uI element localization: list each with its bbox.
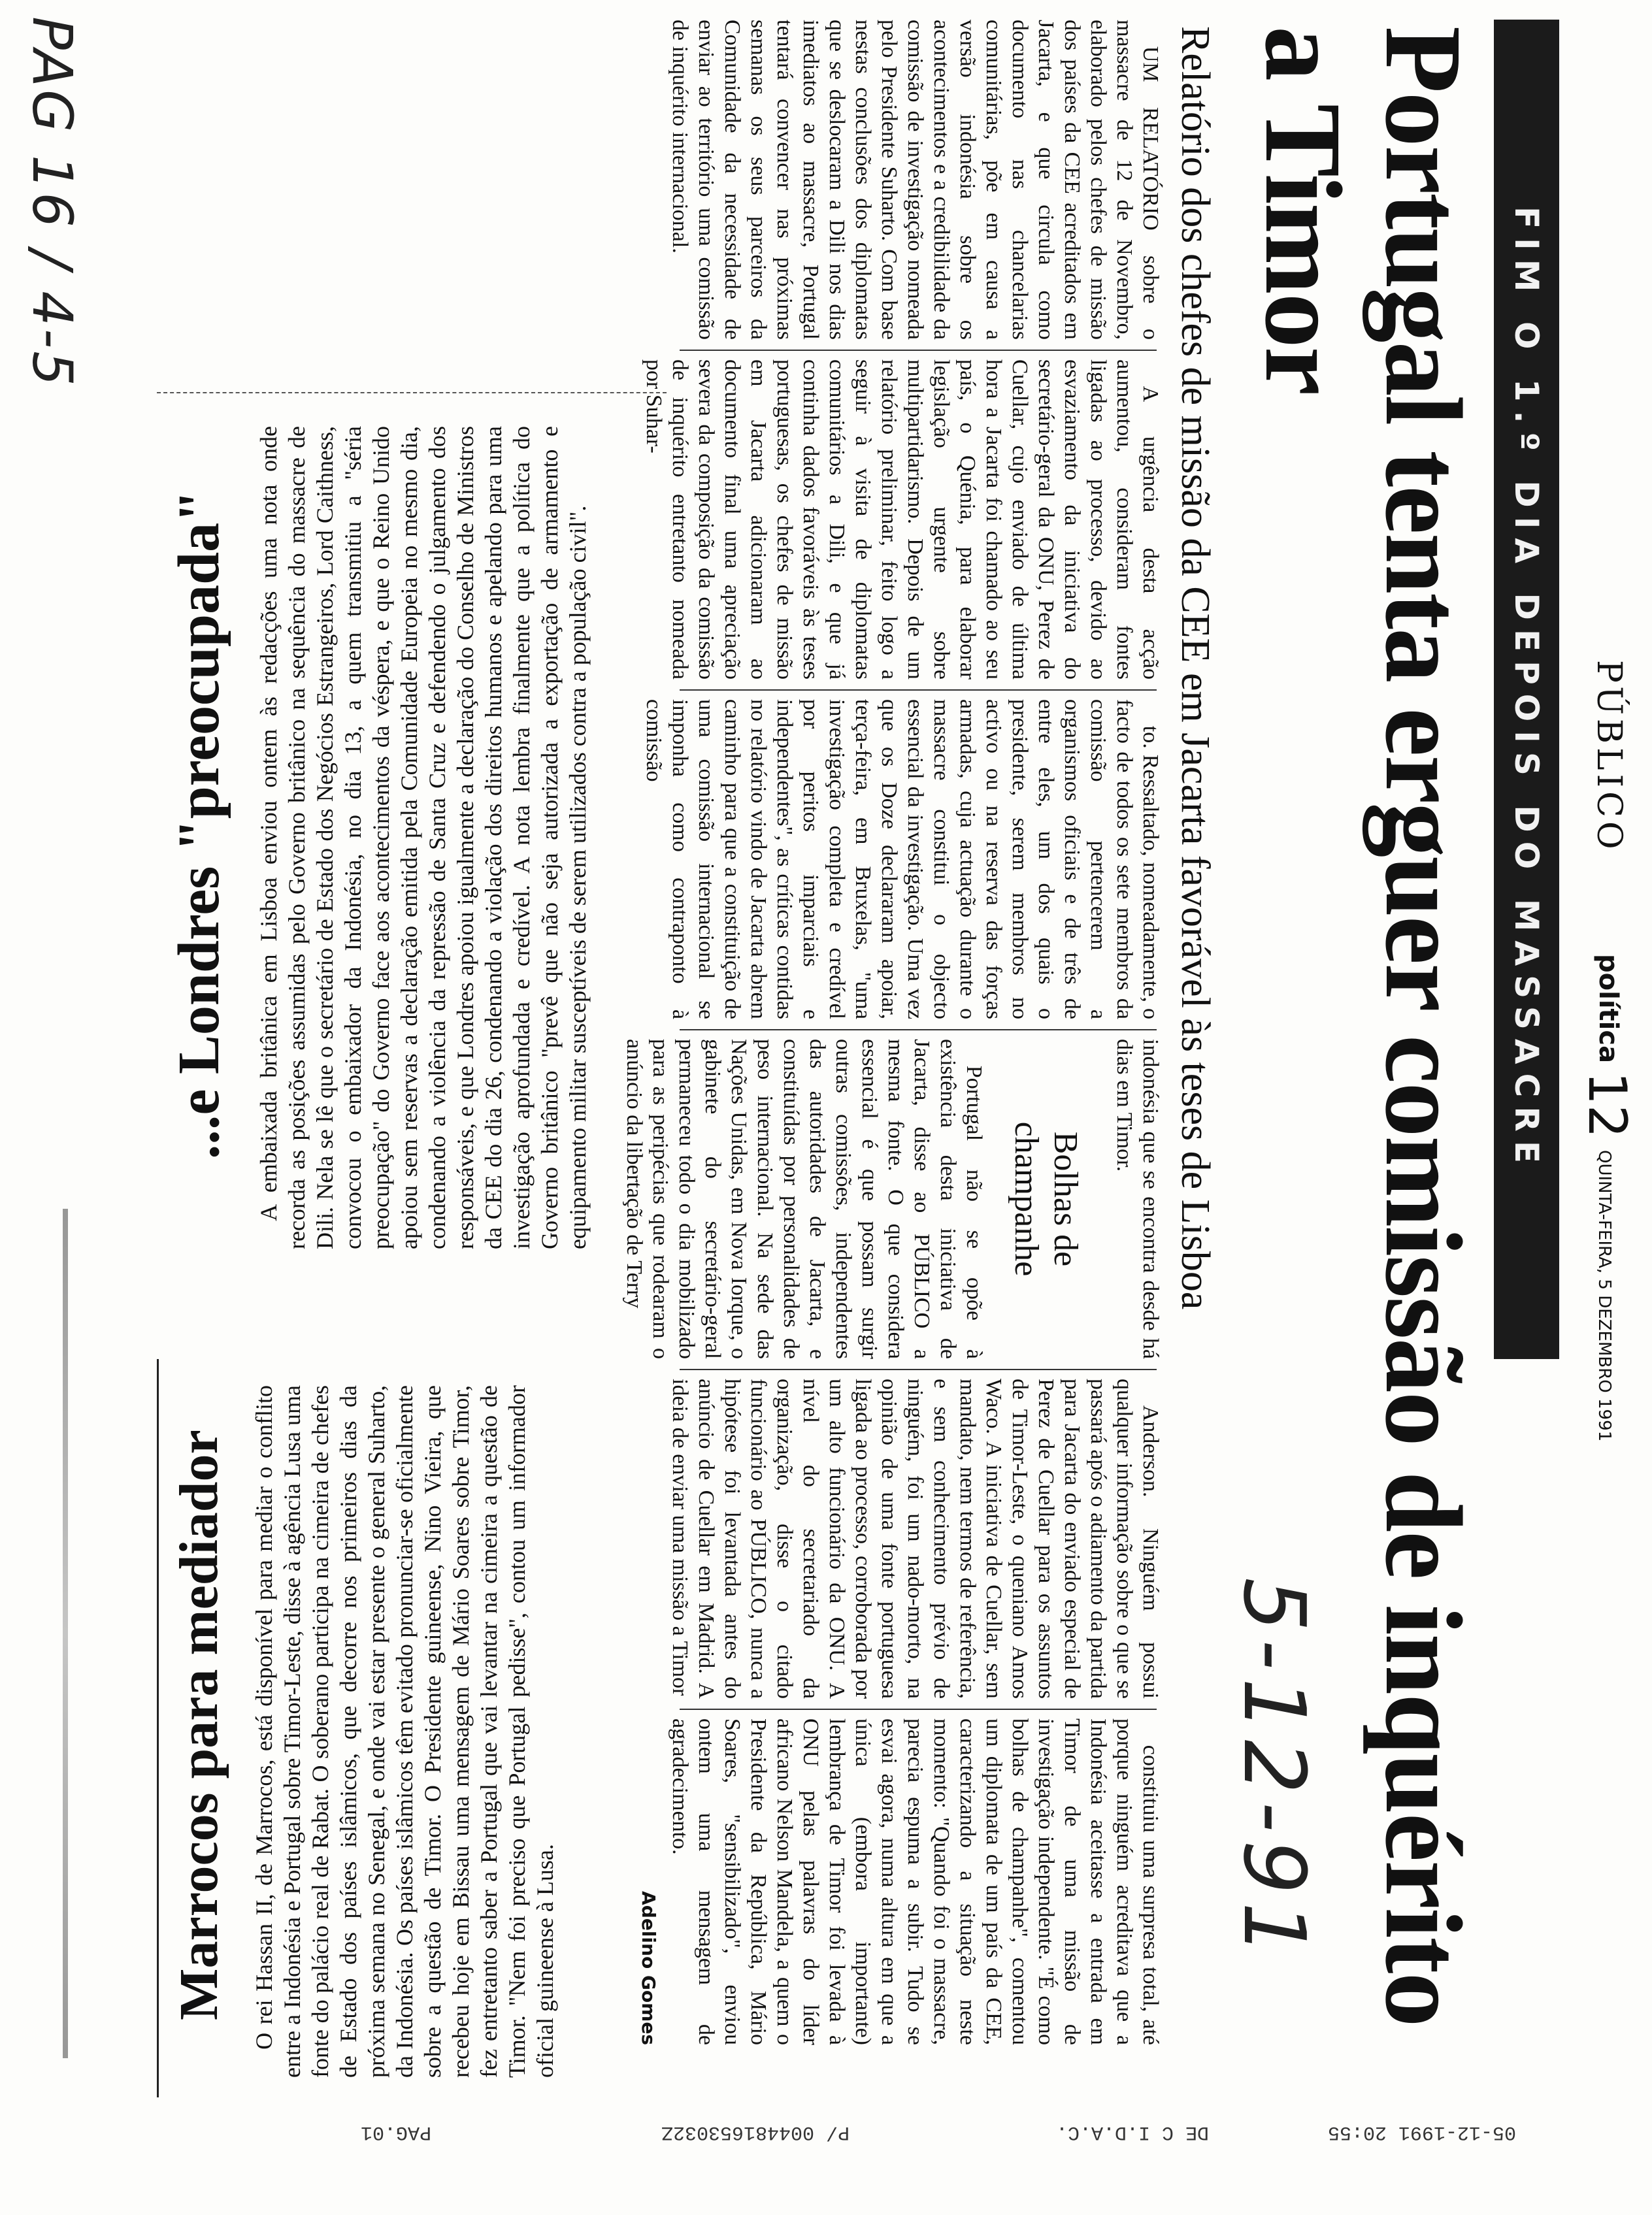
handwritten-date: 5-12-91 [1225, 1577, 1324, 1964]
article-column-5: Anderson. Ninguém possui qualquer informação sobre o que se passará após o adiamento da partida para Jacarta do enviado especial de Perez de Cuellar para os assuntos de Timor-Leste, o queniano Amos Waco. A iniciativa de Cuellar, sem mandato, nem termos de referência, e sem conhecimento prévio de ninguém, foi um nado-morto, na opinião de uma fonte portuguesa ligada ao processo, corroborada por um alto funcionário da ONU. A nível do secretariado da organização, disse o citado funcionário ao PÚBLICO, nunca a hipótese foi levantada antes do anúncio de Cuellar em Madrid. A ideia de enviar uma missão a Timor [668, 1379, 1163, 1699]
page-number: 12 [1577, 1072, 1638, 1138]
fax-datetime: 05-12-1991 20:55 [1327, 2121, 1516, 2143]
masthead [1568, 653, 1640, 2091]
article-column-6: constituiu uma surpresa total, até porque ninguém acreditava que a Indonésia aceitasse a entrada em Timor de uma missão de investigação independente. "É como bolhas de champanhe", comentou um diplomata de um país da CEE, caracterizando a situação neste momento: "Quando foi o massacre, parecia espuma a subir. Tudo se esvai agora, numa altura em que a única (embora importante) lembrança de Timor foi levada à ONU pelas palavras do líder africano Nelson Mandela, a quem o Presidente da República, Mário Soares, "sensibilizado", enviou ontem uma mensagem de agradecimento. Adelino Gomes [673, 1718, 1163, 2045]
column-4-body: Portugal não se opõe à existência desta iniciativa de Jacarta, disse ao PÚBLICO a mesma fonte. O que considera essencial é que possam surgir outras comissões, independentes das autoridades de Jacarta, e constituídas por personalidades de peso internacional. Na sede das Nações Unidas, em Nova Iorque, o gabinete do secretário-geral permaneceu todo o dia mobilizado para as peripécias que rodearam o anúncio da libertação de Terry [622, 1039, 986, 1359]
article-column-4 [622, 1039, 1163, 1359]
newspaper-name: PÚBLICO [1589, 660, 1628, 853]
column-4-lead: indonésia que se encontra desde há dias em Timor. [1112, 1039, 1163, 1359]
fax-sender: DE C I.D.A.C. [1055, 2121, 1209, 2143]
column-rule [680, 1029, 1157, 1030]
section-name: política [1593, 954, 1623, 1064]
main-article [622, 20, 1163, 2052]
intertitle: Bolhas de champanhe [1008, 1121, 1084, 1277]
subhead: Relatório dos chefes de missão da CEE em Jacarta favorável às teses de Lisboa [1173, 26, 1217, 1310]
handwritten-margin-note: PAG 16 / 4-5 [20, 16, 84, 389]
article-column-3: to. Ressaltado, nomeadamente, o facto de todos os sete membros da comissão pertencerem a organismos oficiais e de três de entre eles, um dos quais o presidente, serem membros no activo ou na reserva das forças armadas, cuja actuação durante o massacre constitui o objecto essencial da investigação. Uma vez que os Doze declararam apoiar, terça-feira, em Bruxelas, "uma investigação completa e credível por peritos imparciais e independentes", as críticas contidas no relatório vindo de Jacarta abrem caminho para que a constituição de uma comissão internacional se imponha como contraponto à comissão [642, 699, 1163, 1019]
morocco-body: O rei Hassan II, de Marrocos, está disponível para mediar o conflito entre a Indonésia e Portugal sobre Timor-Leste, disse à agência Lusa uma fonte do palácio real de Rabat. O soberano participa na cimeira de chefes de Estado dos países islâmicos, que decorre nos primeiros dias da próxima semana no Senegal, e onde vai estar presente o general Suharto, da Indonésia. Os países islâmicos têm evitado pronunciar-se oficialmente sobre a questão de Timor. O Presidente guineense, Nino Vieira, que recebeu hoje em Bissau uma mensagem de Mário Soares sobre Timor, fez entretanto saber a Portugal que vai levantar na cimeira a questão de Timor. "Nem foi preciso que Portugal pedisse", contou um informador oficial guineense à Lusa. [251, 1385, 558, 2078]
edition-date: QUINTA-FEIRA, 5 DEZEMBRO 1991 [1594, 1150, 1614, 1442]
banner-strip: FIM O 1.º DIA DEPOIS DO MASSACRE [1494, 20, 1559, 1359]
fax-page: PAG.01 [360, 2121, 431, 2143]
london-sidebar [157, 392, 667, 1275]
fax-header [274, 2114, 1516, 2147]
morocco-sidebar [157, 1359, 669, 2097]
article-column-1: UM RELATÓRIO sobre o massacre de 12 de Novembro, elaborado pelos chefes de missão dos países da CEE acreditados em Jacarta, e que circula como documento nas chancelarias comunitárias, põe em causa a versão indonésia sobre os acontecimentos e a credibilidade da comissão de investigação nomeada pelo Presidente Suharto. Com base nestas conclusões dos diplomatas que se deslocaram a Dili nos dias imediatos ao massacre, Portugal tentará convencer nas próximas semanas os seus parceiros da Comunidade da necessidade de enviar ao território uma comissão de inquérito internacional. [668, 20, 1163, 340]
article-column-2: A urgência desta acção aumentou, consideram fontes ligadas ao processo, devido ao esvaziamento da iniciativa do secretário-geral da ONU, Perez de Cuellar, cujo enviado de última hora a Jacarta foi chamado ao seu país, o Quénia, para elaborar legislação urgente sobre multipartidarismo. Depois de um relatório preliminar, feito logo a seguir à visita de diplomatas comunitários a Dili, e que já continha dados favoráveis às teses portuguesas, os chefes de missão em Jacarta adicionaram ao documento final uma apreciação severa da composição da comissão de inquérito entretanto nomeada por Suhar- [642, 359, 1163, 680]
fax-number: P/ 004481653032Z [661, 2121, 850, 2143]
subhead-block [1167, 20, 1227, 1620]
headline: Portugal tenta erguer comissão de inquérito a Timor [1242, 26, 1484, 2026]
column-rule [680, 1369, 1157, 1370]
morocco-title: Marrocos para mediador [169, 1430, 229, 2020]
scan-edge [63, 1209, 68, 2058]
london-body: A embaixada britânica em Lisboa enviou ontem às redacções uma nota onde recorda as posições assumidas pelo Governo britânico na sequência do massacre de Dili. Nela se lê que o secretário de Estado dos Negócios Estrangeiros, Lord Caithness, convocou o embaixador da Indonésia, no dia 13, a quem transmitiu a "séria preocupação" do Governo face aos acontecimentos da véspera, e que o Reino Unido apoiou sem reservas a declaração emitida pela Comunidade Europeia no mesmo dia, condenando a violência da repressão de Santa Cruz e defendendo o julgamento dos responsáveis, e que Londres apoiou igualmente a declaração do Conselho de Ministros da CEE do dia 26, condenando a violação dos direitos humanos e apelando para uma investigação aprofundada e credível. A nota lembra finalmente que a política do Governo britânico "prevê que não seja autorizada a exportação de armamento e equipamento militar susceptíveis de serem utilizados contra a população civil". [256, 426, 591, 1249]
column-rule [680, 689, 1157, 691]
author-byline: Adelino Gomes [638, 1891, 659, 2045]
london-title: ...e Londres "preocupada" [167, 489, 231, 1160]
column-rule [680, 350, 1157, 351]
column-rule [680, 1709, 1157, 1710]
